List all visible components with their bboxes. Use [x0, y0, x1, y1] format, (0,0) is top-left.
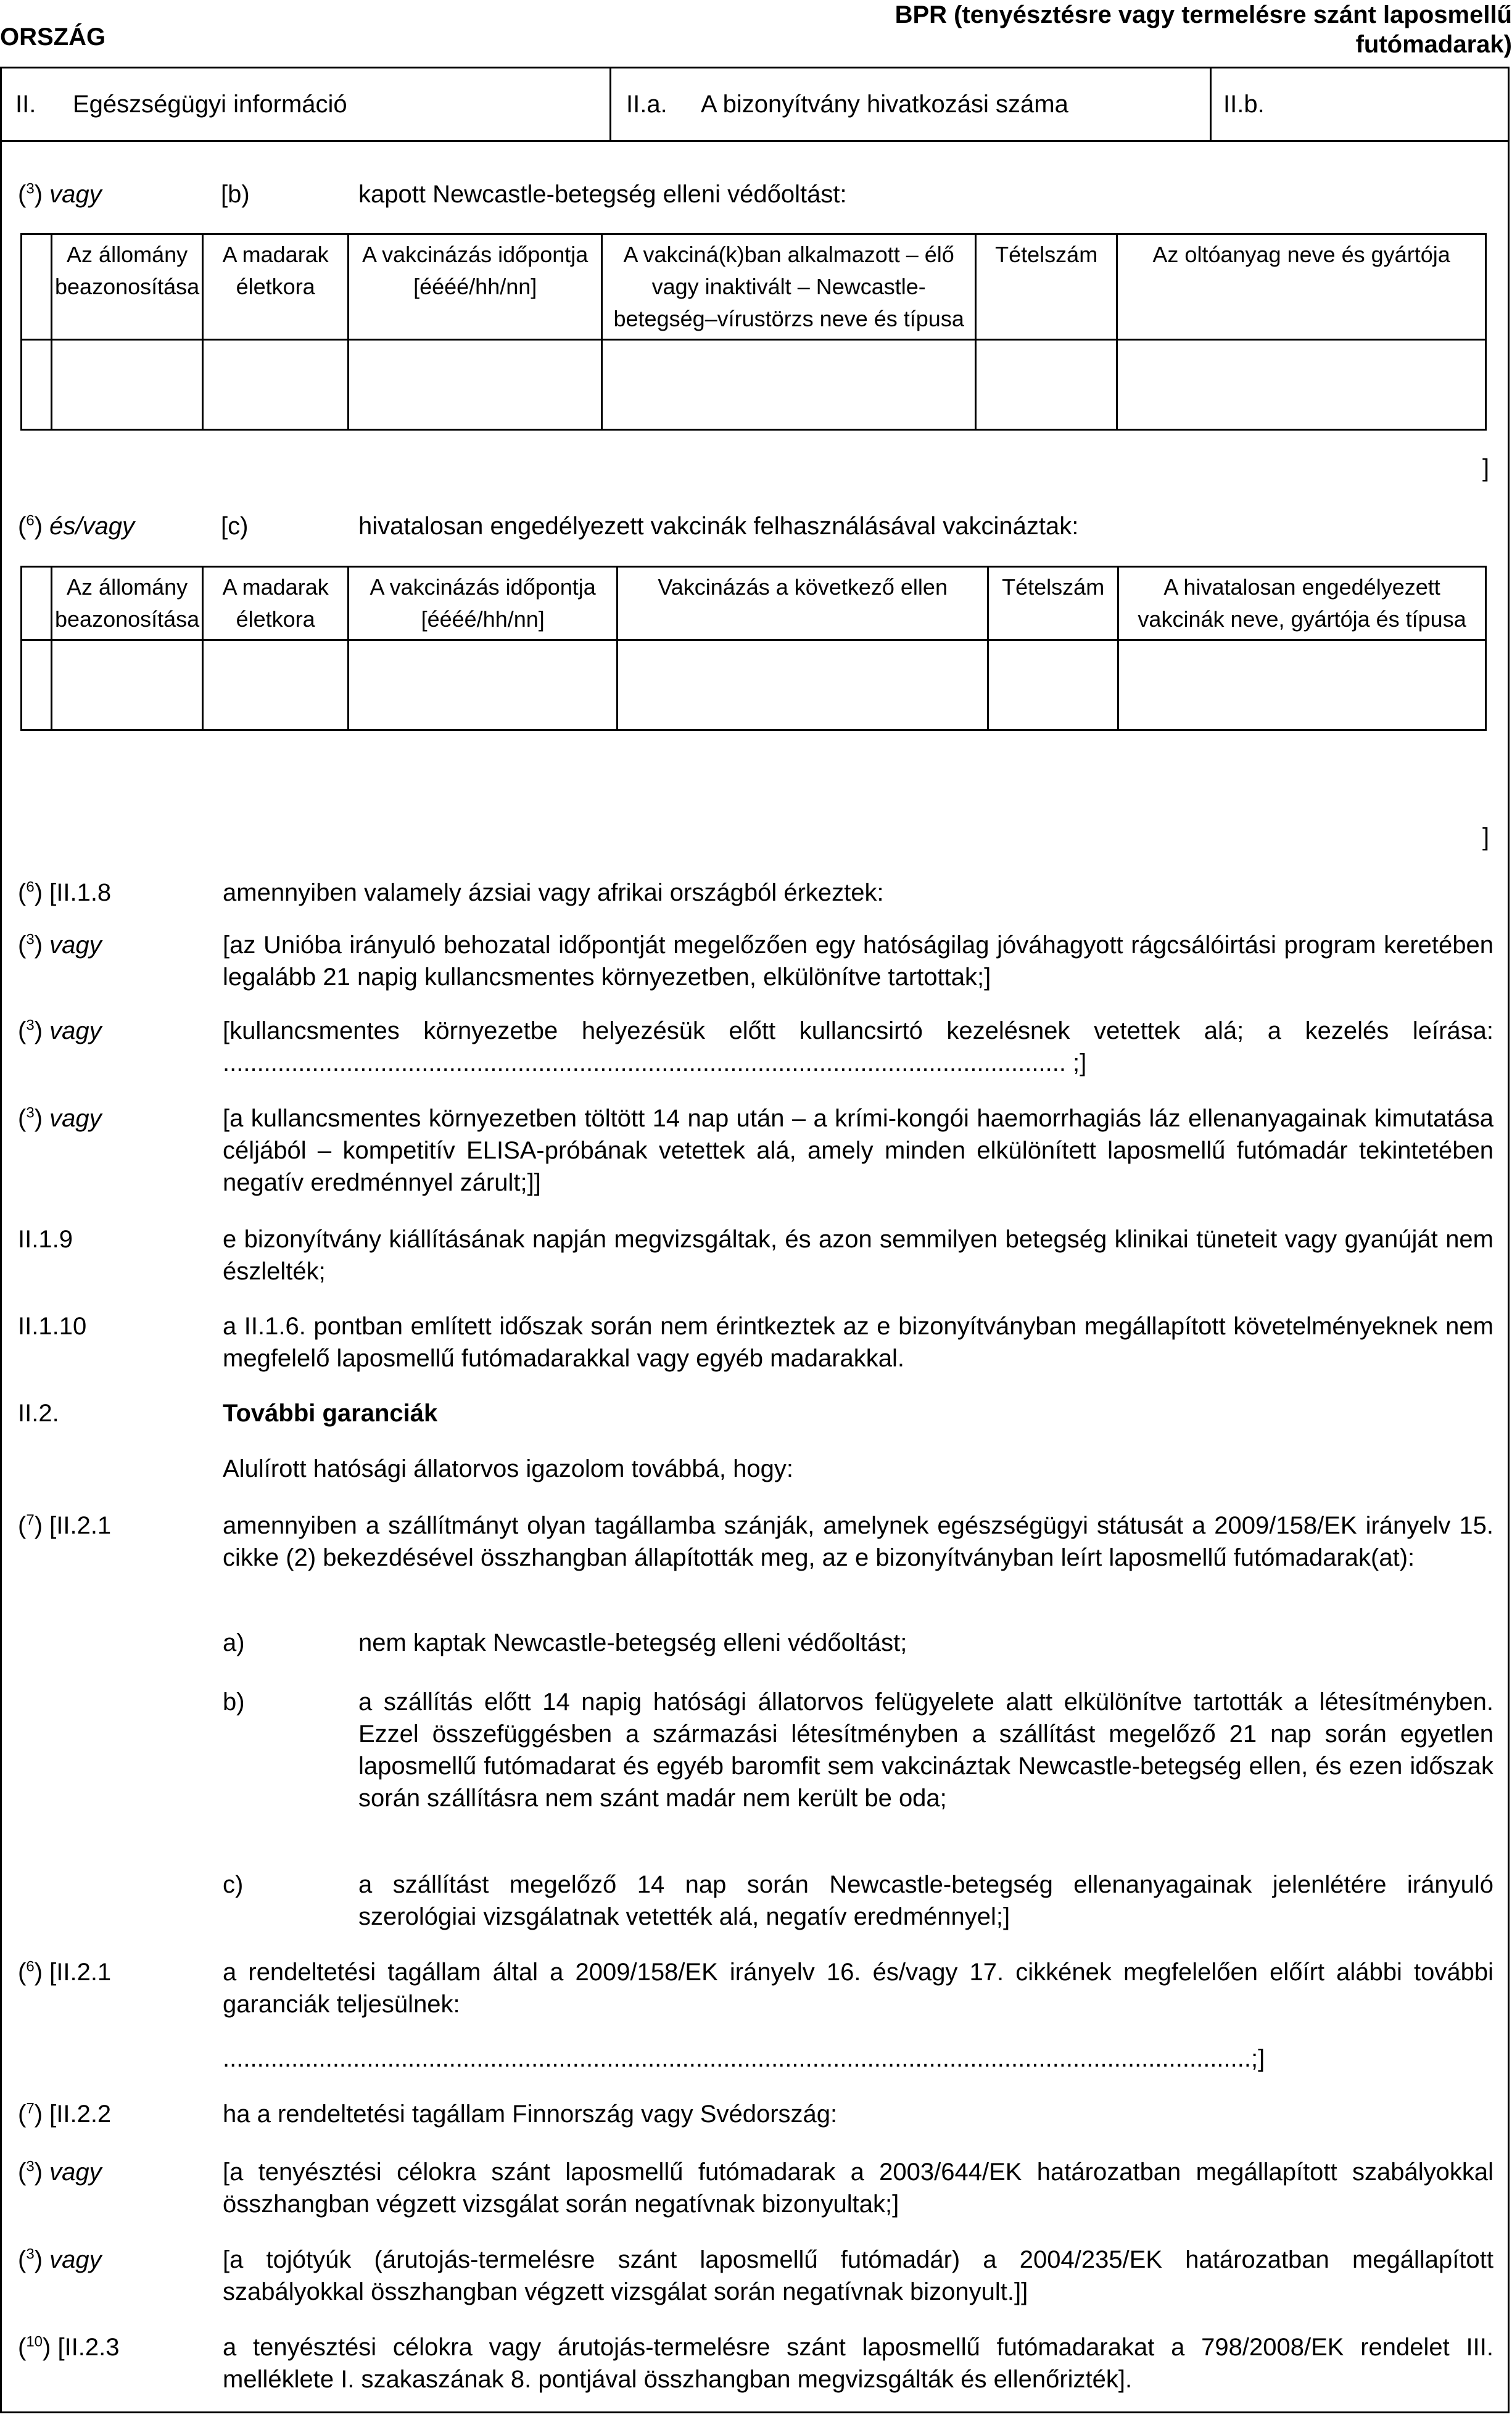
section-ref: ($^3$) vagy [18, 1104, 102, 1132]
letter-c: [c) [221, 513, 249, 540]
table-header: A hivatalosan engedélyezett vakcinák neve, gyártója és típusa [1118, 567, 1486, 640]
section-ref: II.2. [18, 1400, 59, 1427]
section-text: [a tenyésztési célokra szánt laposmellű futómadarak a 2003/644/EK határozatban megállapított szabályokkal összhangban végzett vizsgálat során negatívnak bizonyultak;] [223, 2159, 1493, 2218]
table-header: A madarak életkora [203, 234, 349, 340]
subitem-text: a szállítást megelőző 14 nap során Newcastle-betegség ellenanyagainak jelenlétére irányuló szerológiai vizsgálatnak vetették alá, negatív eredménnyel;] [358, 1871, 1493, 1930]
table-header: Vakcinázás a következő ellen [618, 567, 988, 640]
section-text: [az Unióba irányuló behozatal időpontját megelőzően egy hatóságilag jóváhagyott rágcsálóirtási program keretében legalább 21 napig kullancsmentes környezetben, elkülönítve tartottak;] [223, 932, 1493, 991]
ref-title: A bizonyítvány hivatkozási száma [701, 90, 1068, 118]
section-ref: ($^3$) vagy [18, 2246, 102, 2273]
letter-b: [b) [221, 181, 250, 208]
subitem-letter: a) [223, 1629, 245, 1656]
section-ref: ($^{10}$) [II.2.3 [18, 2333, 120, 2361]
section-text: a tenyésztési célokra vagy árutojás-termelésre szánt laposmellű futómadarakat a 798/2008/EK rendelet III. melléklete I. szakaszának 8. pontjával összhangban megvizsgálták és ellenőrizték]. [223, 2334, 1493, 2393]
section-header-bar [2, 68, 1508, 142]
section-ref: ($^3$) vagy [18, 931, 102, 959]
bracket-close-b: ] [1482, 455, 1490, 482]
table-header: A vakcinázás időpontja [éééé/hh/nn] [349, 234, 602, 340]
subitem-letter: c) [223, 1871, 244, 1898]
section-text: e bizonyítvány kiállításának napján megvizsgáltak, és azon semmilyen betegség klinikai tüneteit vagy gyanúját nem észlelték; [223, 1226, 1493, 1285]
section-ref: ($^7$) [II.2.1 [18, 1511, 112, 1539]
certificate-frame [0, 67, 1510, 2413]
table-header: Az állomány beazonosítása [52, 567, 203, 640]
section-ref: ($^3$) vagy [18, 1017, 102, 1044]
section-text: [kullancsmentes környezetbe helyezésük előtt kullancsirtó kezelésnek vetettek alá; a kezelés leírása: ........................................................................................................................... ;] [223, 1017, 1493, 1076]
section-text: [a kullancsmentes környezetben töltött 14 nap után – a krími-kongói haemorrhagiás láz ellenanyagainak kimutatása céljából – kompetitív ELISA-próbának vetettek alá, amely minden elkülönített laposmellű futómadár tekintetében negatív eredménnyel zárult;]] [223, 1105, 1493, 1196]
certificate-title: BPR (tenyésztésre vagy termelésre szánt laposmellű futómadarak) [894, 1, 1512, 58]
ref-b: ($^3$) vagy [18, 180, 102, 208]
part-title: Egészségügyi információ [73, 90, 347, 118]
iib-label: II.b. [1223, 90, 1265, 118]
table-row [22, 340, 1486, 430]
section-heading: További garanciák [223, 1400, 438, 1427]
section-ref: ($^7$) [II.2.2 [18, 2100, 112, 2128]
table-header: A vakcinázás időpontja [éééé/hh/nn] [349, 567, 618, 640]
section-text: a II.1.6. pontban említett időszak során nem érintkeztek az e bizonyítványban megállapított követelményeknek nem megfelelő laposmellű futómadarakkal vagy egyéb madarakkal. [223, 1313, 1493, 1372]
dotted-fill-line: ......................................................................................................................................................;] [223, 2045, 1265, 2072]
section-text: ha a rendeltetési tagállam Finnország vagy Svédország: [223, 2101, 838, 2128]
section-ref: ($^6$) [II.1.8 [18, 878, 112, 906]
bracket-close-c: ] [1482, 824, 1490, 851]
table-header: Az oltóanyag neve és gyártója [1117, 234, 1486, 340]
subitem-text: nem kaptak Newcastle-betegség elleni védőoltást; [358, 1629, 907, 1656]
subitem-letter: b) [223, 1688, 245, 1716]
table-header: A vakciná(k)ban alkalmazott – élő vagy inaktivált – Newcastle-betegség–vírustörzs neve és típusa [602, 234, 976, 340]
table-row [22, 640, 1486, 730]
ref-c: ($^6$) és/vagy [18, 512, 134, 540]
part-number: II. [15, 90, 36, 118]
section-ref: ($^3$) vagy [18, 2158, 102, 2186]
table-header: A madarak életkora [203, 567, 349, 640]
table-header-row [22, 234, 1486, 340]
ref-label: II.a. [626, 90, 667, 118]
section-ref: II.1.10 [18, 1313, 87, 1340]
vaccination-table-b [20, 233, 1487, 431]
table-header: Tételszám [988, 567, 1118, 640]
table-header: Az állomány beazonosítása [52, 234, 203, 340]
subitem-text: a szállítás előtt 14 napig hatósági állatorvos felügyelete alatt elkülönítve tartották a létesítményben. Ezzel összefüggésben a származási létesítményben a szállítást megelőző 21 nap során egyetlen laposmellű futómadarat és egyéb baromfit sem vakcináztak Newcastle-betegség ellen, és ezen időszak során szállításra nem szánt madár nem került be oda; [358, 1688, 1493, 1812]
section-ref: II.1.9 [18, 1226, 73, 1253]
section-text: Alulírott hatósági állatorvos igazolom továbbá, hogy: [223, 1455, 793, 1482]
country-label: ORSZÁG [0, 23, 106, 51]
vaccination-table-c [20, 566, 1487, 731]
vacc-b-text: kapott Newcastle-betegség elleni védőoltást: [358, 181, 847, 208]
table-header: Tételszám [976, 234, 1117, 340]
section-text: [a tojótyúk (árutojás-termelésre szánt laposmellű futómadár) a 2004/235/EK határozatban megállapított szabályokkal összhangban végzett vizsgálat során negatívnak bizonyult.]] [223, 2246, 1493, 2305]
table-header-row [22, 567, 1486, 640]
section-text: amennyiben valamely ázsiai vagy afrikai országból érkeztek: [223, 879, 884, 906]
section-ref: ($^6$) [II.2.1 [18, 1958, 112, 1986]
vacc-c-text: hivatalosan engedélyezett vakcinák felhasználásával vakcináztak: [358, 513, 1079, 540]
section-text: amennyiben a szállítmányt olyan tagállamba szánják, amelynek egészségügyi státusát a 2009/158/EK irányelv 15. cikke (2) bekezdésével összhangban állapították meg, az e bizonyítványban leírt laposmellű futómadarak(at): [223, 1512, 1493, 1571]
section-text: a rendeltetési tagállam által a 2009/158/EK irányelv 16. és/vagy 17. cikkének megfelelően előírt alábbi további garanciák teljesülnek: [223, 1959, 1493, 2018]
